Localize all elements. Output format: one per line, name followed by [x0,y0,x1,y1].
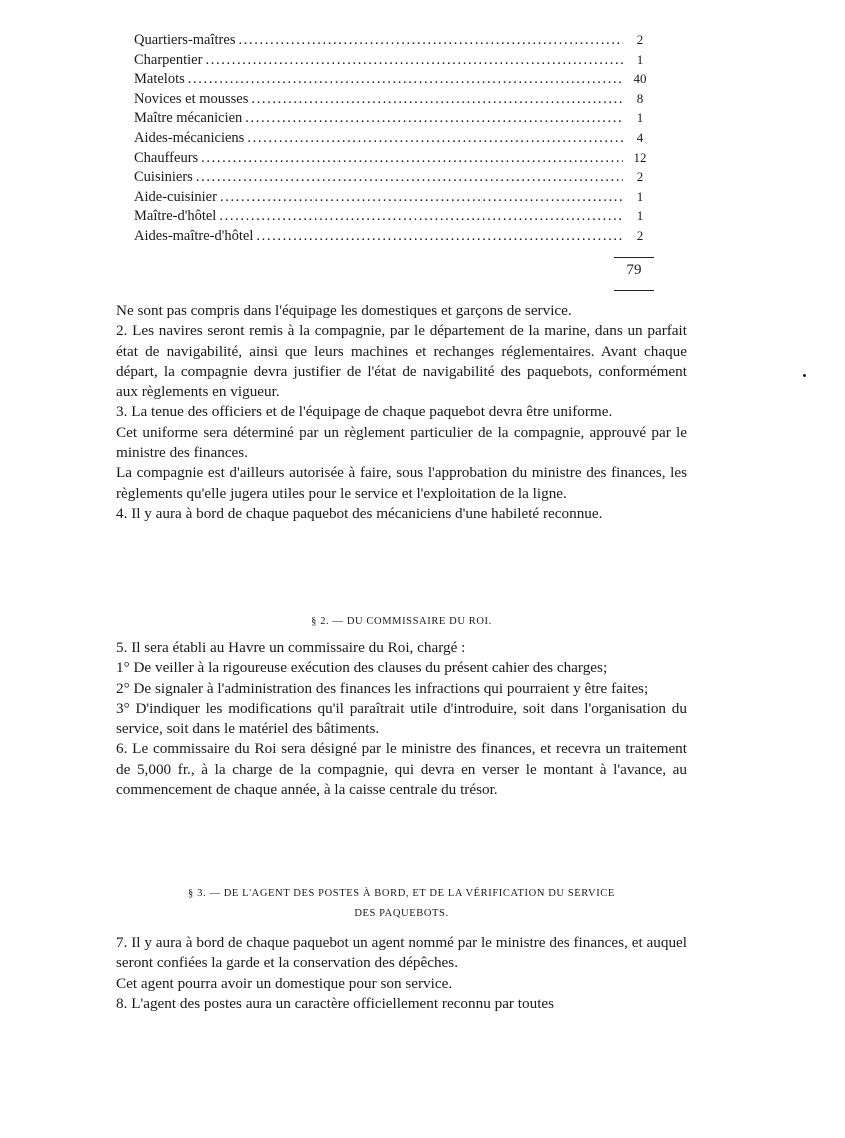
crew-role: Chauffeurs [134,149,199,166]
section-2-heading: § 2. — DU COMMISSAIRE DU ROI. [311,616,492,627]
dot-leader [220,189,623,206]
dot-leader [251,91,623,108]
section-3-heading-line-2: DES PAQUEBOTS. [354,908,449,920]
paragraph-item-1: 1° De veiller à la rigoureuse exécution des clauses du présent cahier des charges; [116,659,608,677]
paragraph-article-7: 7. Il y aura à bord de chaque paquebot un agent nommé par le ministre des finances, et auquel seront confiées la garde et la conservation des dépêches. [116,934,687,972]
crew-row [134,91,654,111]
crew-count: 40 [633,71,647,87]
crew-count: 2 [636,227,644,243]
crew-count: 2 [636,169,644,185]
dot-leader [188,71,623,88]
crew-row [134,130,654,150]
paragraph-article-5: 5. Il sera établi au Havre un commissaire du Roi, chargé : [116,639,466,656]
dot-leader [247,130,623,147]
paragraph-article-4: 4. Il y aura à bord de chaque paquebot des mécaniciens d'une habileté reconnue. [116,504,603,522]
crew-row [134,169,654,189]
crew-count: 12 [633,149,647,165]
paragraph-item-3: 3° D'indiquer les modifications qu'il paraîtrait utile d'introduire, soit dans l'organisation du service, soit dans le matériel des bâtiments. [116,699,687,738]
paragraph-article-8: 8. L'agent des postes aura un caractère officiellement reconnu par toutes [116,994,555,1012]
dot-leader [219,208,623,225]
crew-role: Novices et mousses [134,90,249,107]
crew-row [134,189,654,209]
crew-list [134,32,654,248]
paragraph-agent-servant: Cet agent pourra avoir un domestique pour son service. [116,974,453,992]
crew-count: 1 [636,110,644,126]
crew-row [134,110,654,130]
crew-role: Aides-maître-d'hôtel [134,227,254,244]
paragraph-note: Ne sont pas compris dans l'équipage les domestiques et garçons de service. [116,302,572,319]
paragraph-regulations: La compagnie est d'ailleurs autorisée à faire, sous l'approbation du ministre des finances, les règlements qu'elle jugera utiles pour le service et l'exploitation de la ligne. [116,464,687,502]
paragraph-uniform: Cet uniforme sera déterminé par un règlement particulier de la compagnie, approuvé par le ministre des finances. [116,423,687,462]
paragraph-article-3: 3. La tenue des officiers et de l'équipage de chaque paquebot devra être uniforme. [116,403,613,421]
crew-role: Matelots [134,71,185,88]
dot-leader [245,110,623,127]
body-text-block-2 [116,638,687,800]
total-rule-top [614,257,654,258]
crew-row [134,228,654,248]
crew-count: 2 [636,32,644,47]
crew-count: 4 [636,129,644,145]
crew-role: Maître mécanicien [134,110,243,127]
total-rule-bottom [614,290,654,291]
crew-count: 1 [636,208,644,224]
crew-count: 8 [636,90,644,106]
crew-row [134,32,654,52]
paragraph-article-6: 6. Le commissaire du Roi sera désigné par le ministre des finances, et recevra un traitement de 5,000 fr., à la charge de la compagnie, qui devra en verser le montant à l'avance, au commencement de chaque année, à la caisse centrale du trésor. [116,740,687,799]
crew-role: Maître-d'hôtel [134,208,217,225]
paragraph-article-2: 2. Les navires seront remis à la compagnie, par le département de la marine, dans un parfait état de navigabilité, ainsi que leurs machines et rechanges réglementaires. Avant chaque départ, la compagnie devra justifier de l'état de navigabilité des paquebots, conformément aux règlements en vigueur. [116,322,687,401]
section-3-heading-block [116,884,687,925]
crew-role: Cuisiniers [134,169,193,186]
section-3-heading-line-1: § 3. — DE L'AGENT DES POSTES À BORD, ET DE LA VÉRIFICATION DU SERVICE [188,888,615,899]
crew-row [134,150,654,170]
margin-speck [803,374,806,377]
dot-leader [238,32,623,49]
crew-count: 1 [636,188,644,204]
dot-leader [196,169,623,186]
dot-leader [205,52,623,69]
crew-row [134,52,654,72]
crew-role: Aides-mécaniciens [134,129,245,146]
dot-leader [256,228,623,245]
crew-role: Aide-cuisinier [134,188,217,205]
section-2-heading-block [116,612,687,632]
crew-role: Charpentier [134,51,203,68]
body-text-block-1 [116,301,687,524]
dot-leader [201,150,623,167]
crew-role: Quartiers-maîtres [134,32,236,48]
crew-count: 1 [636,51,644,67]
crew-total: 79 [626,262,642,278]
paragraph-item-2: 2° De signaler à l'administration des finances les infractions qui pourraient y être faites; [116,679,649,697]
body-text-block-3 [116,933,687,1014]
crew-row [134,71,654,91]
crew-row [134,208,654,228]
